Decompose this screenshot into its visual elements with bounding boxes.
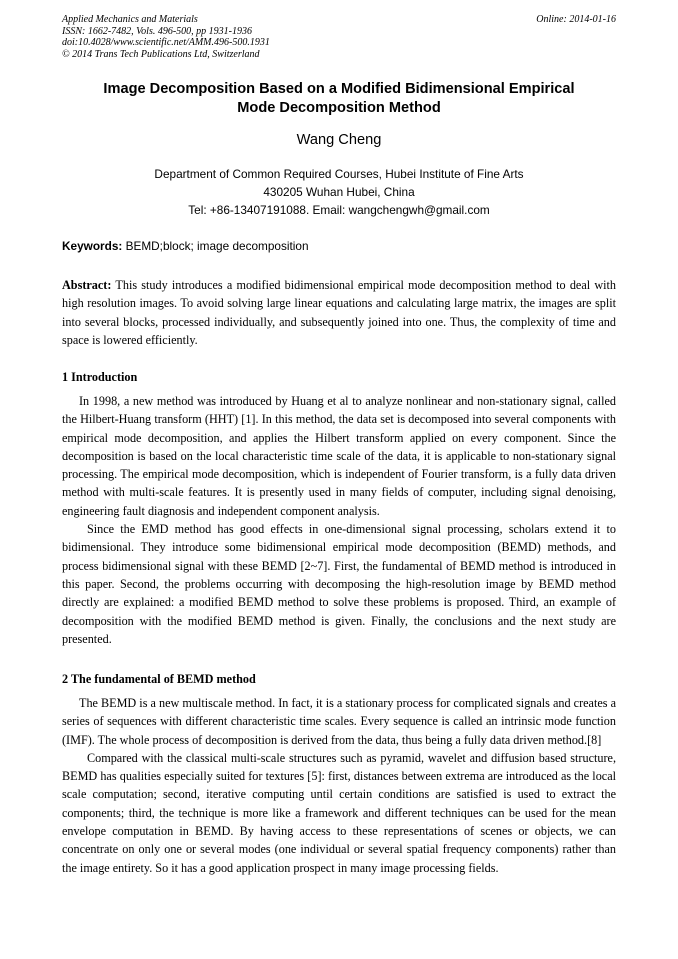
section-1-heading: 1 Introduction <box>62 370 138 384</box>
section-1-paragraph: In 1998, a new method was introduced by Huang et al to analyze nonlinear and non-stationary signal, called the Hilbert-Huang transform (HHT) [1]. In this method, the data set is decomposed into several components with empirical mode decomposition, and applies the Hilbert transform applied on every component. Since the decomposition is based on the local characteristic time scale of the data, it is applicable to non-stationary signal processing. The empirical mode decomposition, which is independent of Fourier transform, is a fully data driven method with multi-scale features. It is presently used in many fields of computer, including signal denoising, engineering fault diagnosis and independent component analysis. <box>62 394 616 518</box>
section-2-paragraph: Compared with the classical multi-scale structures such as pyramid, wavelet and diffusion based structure, BEMD has qualities especially suited for textures [5]: first, distances between extrema are introduced as the local scale computation; second, iterative computing until certain conditions are satisfied is used to extract the components; third, the technique is more like a framework and different techniques can be used for the mean envelope computation in BEMD. By having access to these representations of scenes or objects, we can concentrate on only one or several modes (one individual or several spatial frequency components) rather than the image entirety. So it has a good application prospect in many image processing fields. <box>62 750 616 875</box>
issn-line: ISSN: 1662-7482, Vols. 496-500, pp 1931-1936 <box>62 25 252 37</box>
affiliation <box>62 165 616 219</box>
keywords <box>62 238 616 254</box>
section-2-heading: 2 The fundamental of BEMD method <box>62 672 256 686</box>
journal-name: Applied Mechanics and Materials <box>62 14 198 25</box>
section-2-body <box>62 694 616 877</box>
title-line-2: Mode Decomposition Method <box>237 100 441 116</box>
section-2-paragraph: The BEMD is a new multiscale method. In fact, it is a stationary process for complicated signals and creates a series of sequences with different characteristic time scales. Every sequence is called an intrinsic mode function (IMF). The whole process of decomposition is derived from the data, thus being a fully data driven method.[8] <box>62 696 616 747</box>
paper-title <box>62 80 616 118</box>
keywords-text: BEMD;block; image decomposition <box>125 239 309 253</box>
affiliation-line-1: Department of Common Required Courses, Hubei Institute of Fine Arts <box>154 167 524 181</box>
online-date: Online: 2014-01-16 <box>536 14 616 25</box>
title-line-1: Image Decomposition Based on a Modified Bidimensional Empirical <box>103 81 575 97</box>
abstract-label: Abstract: <box>62 278 112 292</box>
section-1-paragraph: Since the EMD method has good effects in one-dimensional signal processing, scholars extend it to bidimensional. They introduce some bidimensional empirical mode decomposition (BEMD) methods, and process bidimensional signal with these BEMD [2~7]. First, the fundamental of BEMD method is introduced in this paper. Second, the problems occurring with decomposing the high-resolution image by BEMD method directly are explained: a modified BEMD method to solve these problems is proposed. Third, an example of decomposition with the modified BEMD method is given. Finally, the conclusions and the next study are presented. <box>62 522 616 646</box>
copyright-line: © 2014 Trans Tech Publications Ltd, Switzerland <box>62 48 260 60</box>
journal-header <box>62 14 616 60</box>
author-name: Wang Cheng <box>296 132 382 148</box>
doi-line: doi:10.4028/www.scientific.net/AMM.496-500.1931 <box>62 37 270 48</box>
section-1-body <box>62 392 616 648</box>
abstract <box>62 276 616 349</box>
affiliation-contact: Tel: +86-13407191088. Email: wangchengwh@gmail.com <box>188 203 490 217</box>
abstract-text: This study introduces a modified bidimensional empirical mode decomposition method to deal with high resolution images. To avoid solving large linear equations and calculating large matrix, the images are split into several blocks, processed individually, and subsequently joined into one. Thus, the complexity of time and space is lowered efficiently. <box>62 278 616 347</box>
keywords-label: Keywords: <box>62 239 123 253</box>
affiliation-line-2: 430205 Wuhan Hubei, China <box>263 185 415 199</box>
